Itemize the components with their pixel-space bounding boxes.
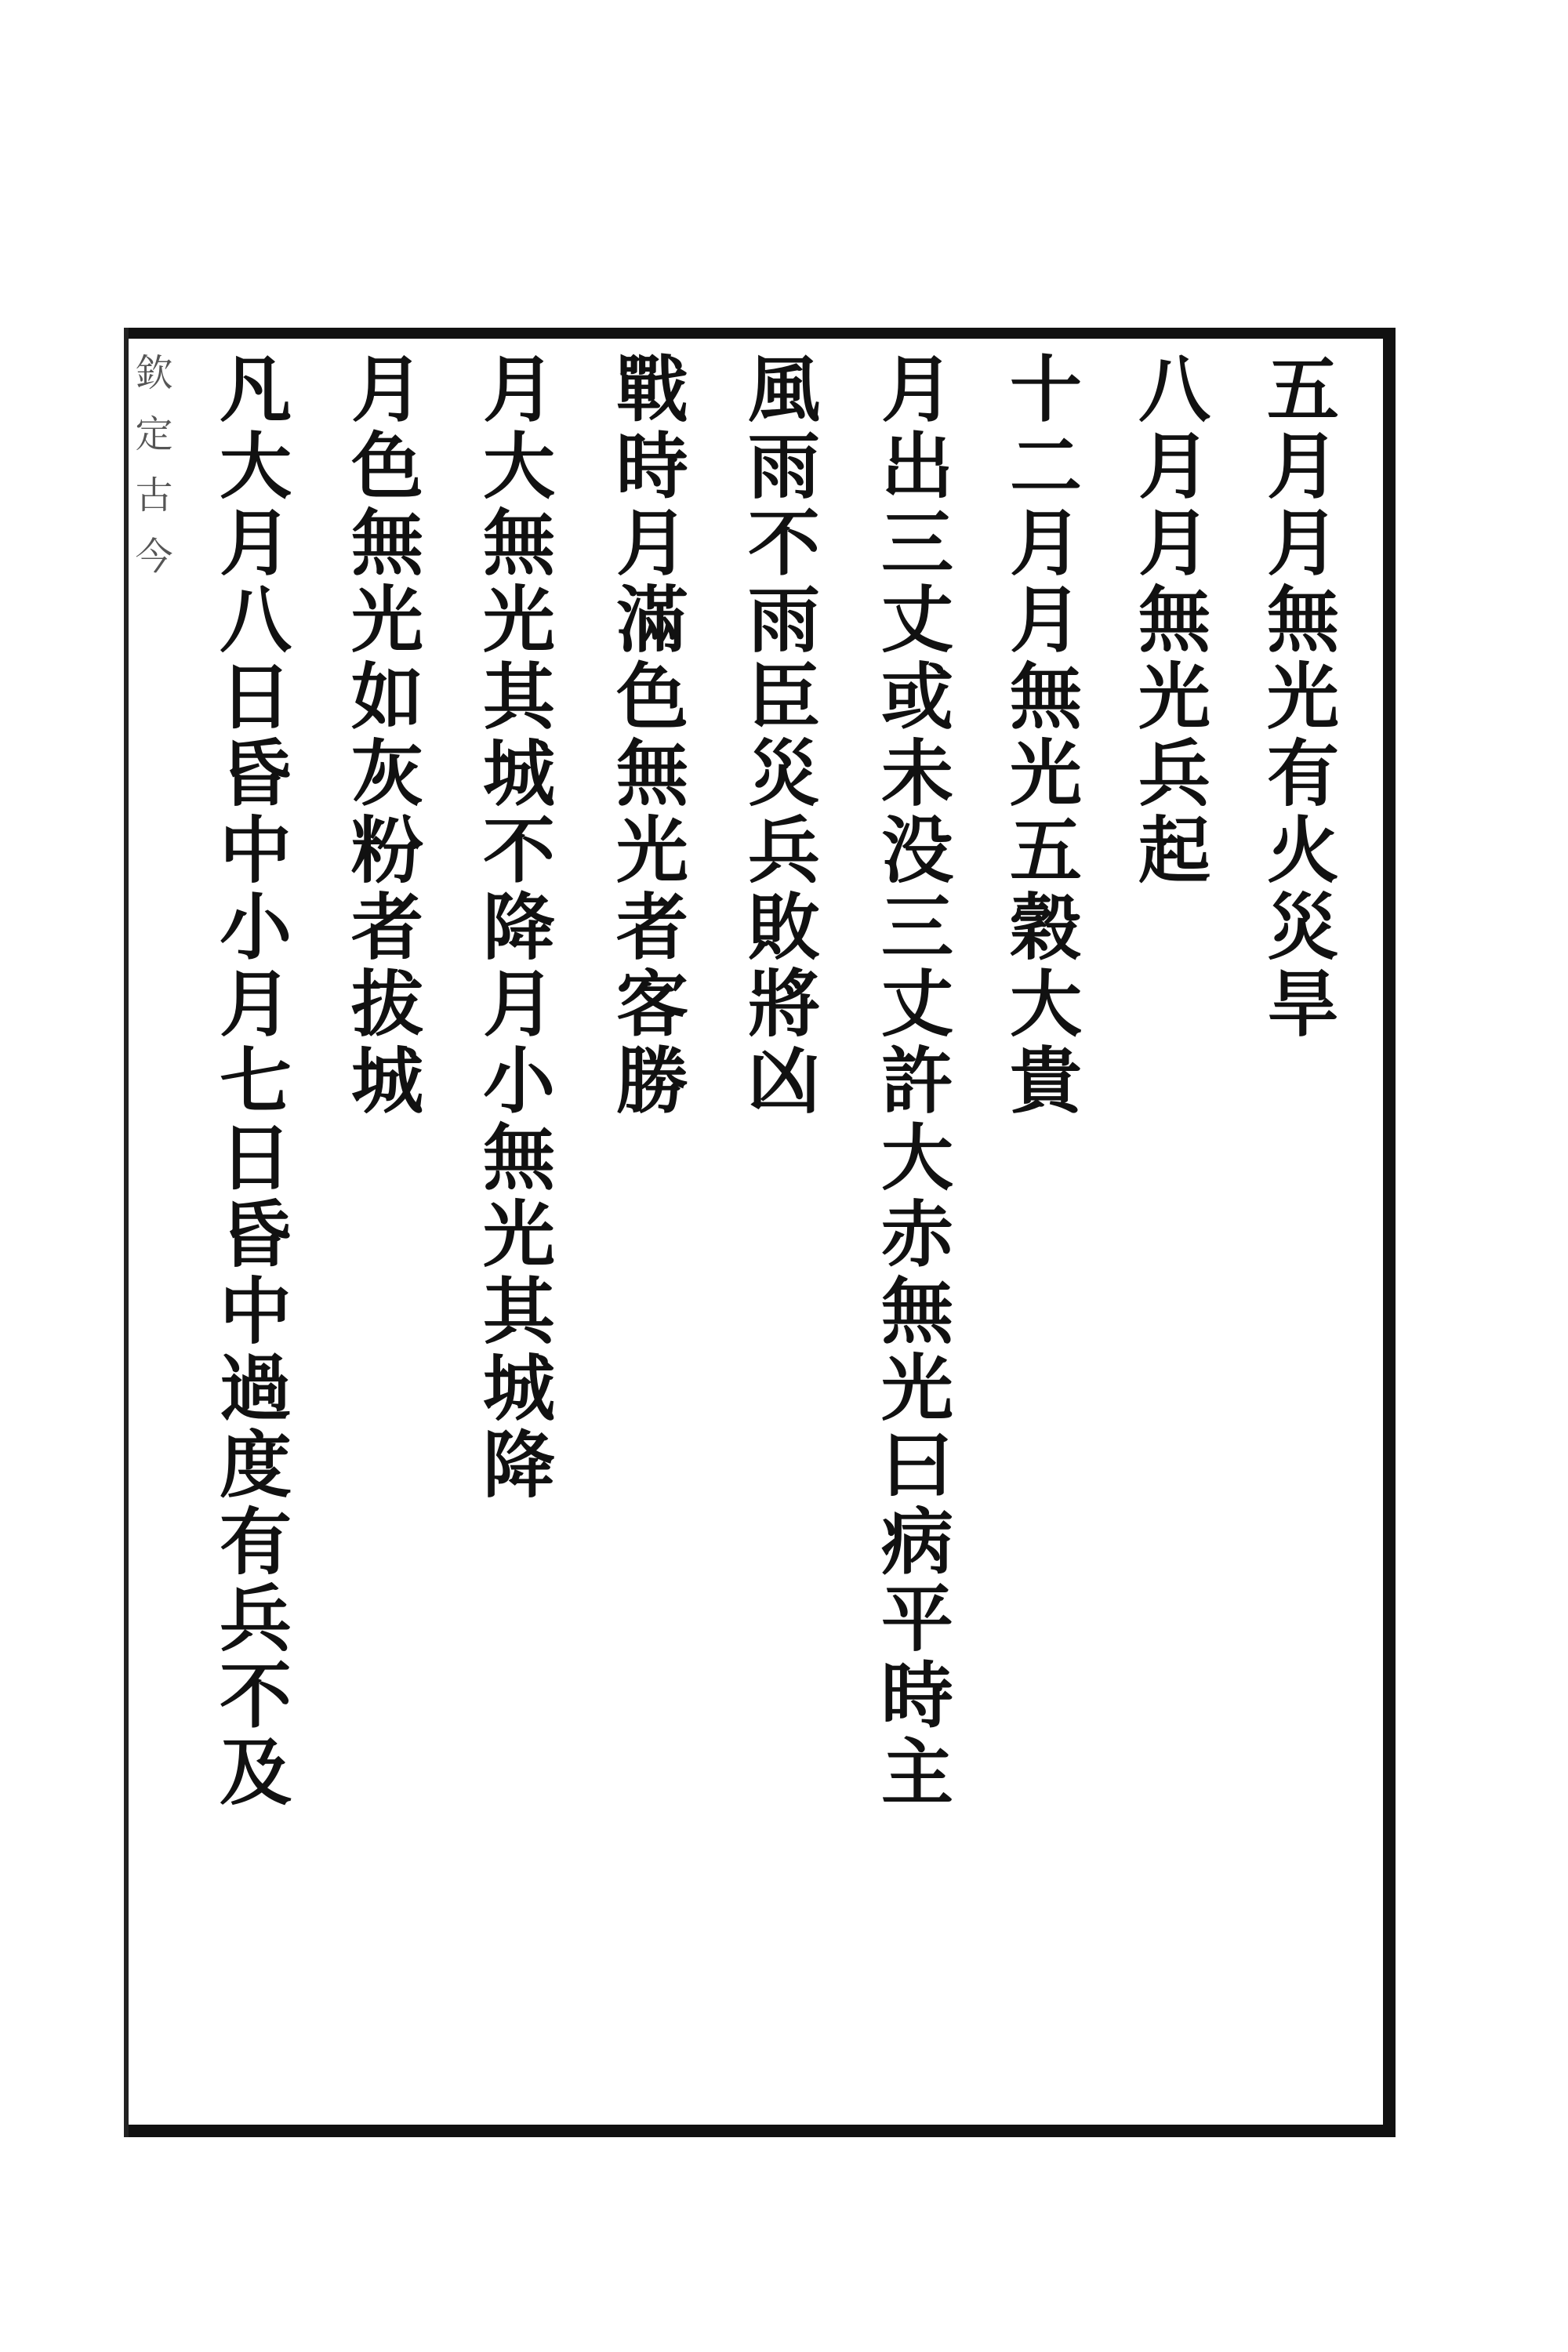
text-column-1: 五月月無光有火災旱	[1255, 351, 1340, 1043]
text-column-9: 凡大月八日昏中小月七日昏中過度有兵不及	[208, 351, 292, 1811]
text-column-6: 戰時月滿色無光者客勝	[604, 351, 689, 1120]
fold-rule	[124, 328, 129, 2137]
text-column-7: 月大無光其城不降月小無光其城降	[471, 351, 556, 1504]
text-column-2: 八月月無光兵起	[1127, 351, 1211, 889]
text-column-8: 月色無光如灰粉者拔城	[339, 351, 424, 1120]
text-column-5: 風雨不雨臣災兵敗將凶	[736, 351, 821, 1120]
fold-edge-text: 欽定古今	[129, 353, 172, 597]
text-column-4: 月出三丈或未没三丈許大赤無光曰病平時主	[869, 351, 954, 1811]
text-column-3: 十二月月無光五穀大貴	[998, 351, 1083, 1120]
